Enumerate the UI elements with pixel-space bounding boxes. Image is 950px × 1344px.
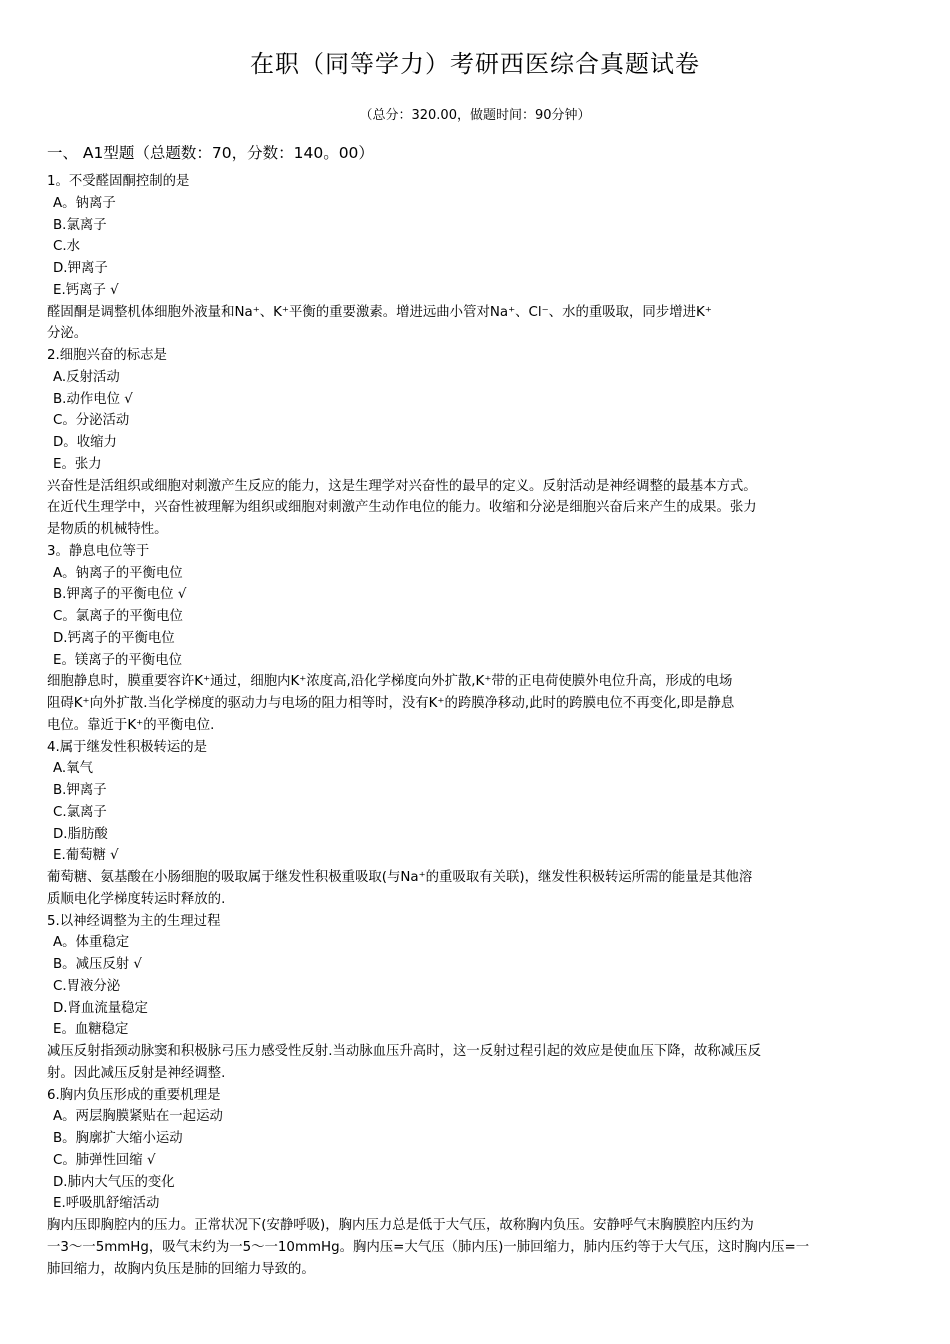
- explanation-line: 胸内压即胸腔内的压力。正常状况下(安静呼吸)，胸内压力总是低于大气压，故称胸内负压。安静呼气末胸膜腔内压约为: [47, 1218, 754, 1233]
- answer-option: B。减压反射 √: [53, 957, 142, 972]
- answer-option: B.氯离子: [53, 217, 107, 233]
- section-heading: 一、 A1型题（总题数：70，分数：140。00）: [47, 144, 374, 162]
- answer-option: D.钙离子的平衡电位: [53, 630, 175, 646]
- answer-option: E.呼吸肌舒缩活动: [53, 1196, 160, 1212]
- answer-option: C.水: [53, 239, 80, 255]
- answer-explanation: [47, 302, 907, 346]
- question-block: [47, 1085, 907, 1281]
- answer-option: E.葡萄糖 √: [53, 848, 119, 864]
- explanation-line: 分泌。: [47, 326, 88, 342]
- explanation-line: 射。因此减压反射是神经调整.: [47, 1065, 226, 1081]
- question-block: [47, 541, 907, 737]
- answer-option: A。钠离子: [53, 195, 116, 211]
- answer-option: C.胃液分泌: [53, 978, 121, 994]
- answer-option: A。体重稳定: [53, 935, 130, 951]
- explanation-line: 葡萄糖、氨基酸在小肠细胞的吸取属于继发性积极重吸取(与Na⁺的重吸取有关联)，继发性积极转运所需的能量是其他溶: [47, 870, 753, 885]
- question-stem: 2.细胞兴奋的标志是: [47, 348, 167, 363]
- answer-option: D。收缩力: [53, 435, 117, 450]
- question-stem: 3。静息电位等于: [47, 543, 150, 559]
- question-block: [47, 737, 907, 911]
- answer-option: B.钾离子: [53, 783, 107, 798]
- answer-option: B。胸廓扩大缩小运动: [53, 1131, 183, 1146]
- explanation-line: 醛固酮是调整机体细胞外液量和Na⁺、K⁺平衡的重要激素。增进远曲小管对Na⁺、Cl⁻、水的重吸取，同步增进K⁺: [47, 304, 712, 320]
- explanation-line: 在近代生理学中，兴奋性被理解为组织或细胞对刺激产生动作电位的能力。收缩和分泌是细胞兴奋后来产生的成果。张力: [47, 500, 757, 516]
- answer-option: D.肺内大气压的变化: [53, 1174, 175, 1190]
- answer-option: C.氯离子: [53, 804, 107, 820]
- question-stem: 1。不受醛固酮控制的是: [47, 174, 190, 189]
- document-meta: （总分：320.00，做题时间：90分钟）: [359, 108, 591, 123]
- question-list: [47, 171, 907, 1280]
- question-block: [47, 911, 907, 1085]
- question-stem: 5.以神经调整为主的生理过程: [47, 913, 221, 929]
- answer-option: D.脂肪酸: [53, 826, 108, 842]
- explanation-line: 一3～一5mmHg，吸气末约为一5～一10mmHg。胸内压=大气压（肺内压)一肺回缩力，肺内压约等于大气压，这时胸内压=一: [47, 1239, 810, 1255]
- explanation-line: 质顺电化学梯度转运时释放的.: [47, 891, 226, 907]
- answer-option: A.反射活动: [53, 369, 120, 385]
- question-block: [47, 171, 907, 345]
- answer-explanation: [47, 1215, 907, 1280]
- answer-option: C。肺弹性回缩 √: [53, 1152, 156, 1168]
- answer-option: D.钾离子: [53, 261, 108, 276]
- explanation-line: 是物质的机械特性。: [47, 522, 168, 537]
- answer-option: A。两层胸膜紧贴在一起运动: [53, 1109, 223, 1125]
- answer-option: E。血糖稳定: [53, 1022, 129, 1038]
- answer-option: A.氧气: [53, 761, 93, 777]
- explanation-line: 电位。靠近于K⁺的平衡电位.: [47, 717, 215, 733]
- answer-option: B.钾离子的平衡电位 √: [53, 587, 187, 603]
- answer-option: E。镁离子的平衡电位: [53, 652, 182, 668]
- answer-option: B.动作电位 √: [53, 391, 133, 407]
- answer-option: C。分泌活动: [53, 413, 130, 429]
- question-stem: 6.胸内负压形成的重要机理是: [47, 1087, 221, 1103]
- answer-option: D.肾血流量稳定: [53, 1000, 148, 1016]
- answer-option: E。张力: [53, 456, 102, 472]
- document-title: 在职（同等学力）考研西医综合真题试卷: [250, 50, 700, 78]
- answer-explanation: [47, 476, 907, 541]
- answer-option: A。钠离子的平衡电位: [53, 565, 183, 581]
- explanation-line: 阻碍K⁺向外扩散.当化学梯度的驱动力与电场的阻力相等时，没有K⁺的跨膜净移动,此时的跨膜电位不再变化,即是静息: [47, 696, 735, 711]
- answer-option: C。氯离子的平衡电位: [53, 609, 183, 624]
- question-block: [47, 345, 907, 541]
- answer-option: E.钙离子 √: [53, 282, 119, 298]
- explanation-line: 肺回缩力，故胸内负压是肺的回缩力导致的。: [47, 1261, 315, 1277]
- answer-explanation: [47, 867, 907, 911]
- question-stem: 4.属于继发性积极转运的是: [47, 739, 208, 755]
- answer-explanation: [47, 1041, 907, 1085]
- explanation-line: 细胞静息时，膜重要容许K⁺通过，细胞内K⁺浓度高,沿化学梯度向外扩散,K⁺带的正电荷使膜外电位升高，形成的电场: [47, 674, 733, 690]
- explanation-line: 减压反射指颈动脉窦和积极脉弓压力感受性反射.当动脉血压升高时，这一反射过程引起的效应是使血压下降，故称减压反: [47, 1044, 761, 1059]
- explanation-line: 兴奋性是活组织或细胞对刺激产生反应的能力，这是生理学对兴奋性的最早的定义。反射活动是神经调整的最基本方式。: [47, 478, 757, 494]
- answer-explanation: [47, 671, 907, 736]
